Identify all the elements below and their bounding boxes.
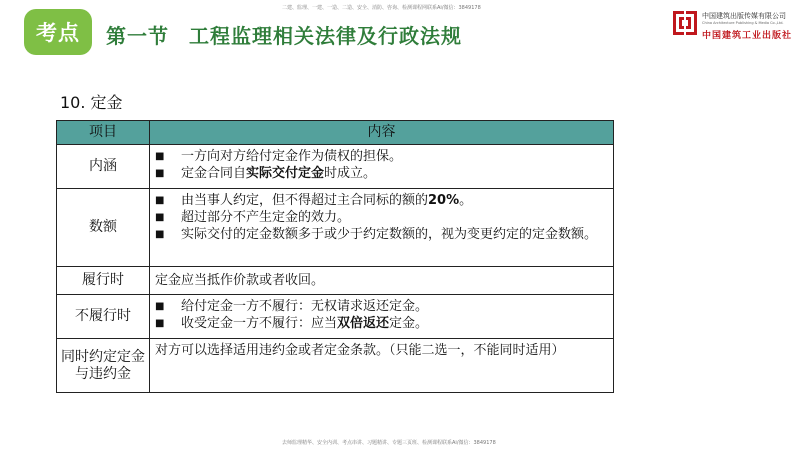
bullet-square-icon: ■ [155, 168, 165, 179]
bullet-item: ■ 给付定金一方不履行：无权请求返还定金。 [155, 299, 429, 314]
row-content [150, 145, 614, 189]
table-header-row [57, 121, 614, 145]
bullet-square-icon: ■ [155, 195, 165, 206]
section-title: 工程监理相关法律及行政法规 [189, 24, 462, 48]
table-row [57, 189, 614, 267]
bullet-item: ■ 由当事人约定，但不得超过主合同标的额的20%。 [155, 193, 473, 208]
row-content: 对方可以选择适用违约金或者定金条款。（只能二选一，不能同时适用） [150, 339, 614, 393]
table-row [57, 295, 614, 339]
bullet-item: ■ 收受定金一方不履行：应当双倍返还定金。 [155, 316, 429, 331]
logo-calligraphy: 中国建筑工业出版社 [702, 31, 793, 41]
topic-badge: 考点 [24, 9, 92, 55]
row-label: 同时约定定金与违约金 [57, 339, 150, 393]
row-label: 不履行时 [57, 295, 150, 339]
emphasis-text: 实际交付定金 [246, 166, 325, 181]
table-row [57, 145, 614, 189]
emphasis-text: 双倍返还 [337, 316, 390, 331]
watermark-top: 二建、监理、一建、一造、二造、安全、消防、咨询、检测课程网联系Ai/微信：3849178 [282, 5, 481, 11]
publisher-logo-icon [672, 10, 698, 36]
row-label: 履行时 [57, 267, 150, 295]
publisher-logo [672, 8, 792, 42]
row-content [150, 189, 614, 267]
deposit-table [56, 120, 614, 393]
bullet-square-icon: ■ [155, 212, 165, 223]
logo-name-en: China Architecture Publishing & Media Co.,Ltd. [702, 21, 784, 25]
table-row [57, 267, 614, 295]
logo-name-cn: 中国建筑出版传媒有限公司 [702, 12, 786, 20]
section-label: 第一节 [106, 24, 169, 48]
bullet-square-icon: ■ [155, 229, 165, 240]
bullet-square-icon: ■ [155, 151, 165, 162]
row-label: 数额 [57, 189, 150, 267]
row-content [150, 295, 614, 339]
bullet-square-icon: ■ [155, 318, 165, 329]
bullet-item: ■ 一方向对方给付定金作为债权的担保。 [155, 149, 403, 164]
bullet-square-icon: ■ [155, 301, 165, 312]
bullet-item: ■ 实际交付的定金数额多于或少于约定数额的，视为变更约定的定金数额。 [155, 227, 598, 242]
watermark-bottom: 去师监理精华、安全内训、考点串讲、习题精讲、专题三页班、检测课程联系Ai/微信：3849178 [282, 440, 496, 446]
row-label: 内涵 [57, 145, 150, 189]
header-content: 内容 [150, 121, 614, 145]
page-title [106, 20, 462, 49]
emphasis-text: 20% [428, 193, 460, 208]
header-item: 项目 [57, 121, 150, 145]
bullet-item: ■ 超过部分不产生定金的效力。 [155, 210, 351, 225]
content-heading: 10. 定金 [60, 93, 123, 112]
table-row [57, 339, 614, 393]
row-content: 定金应当抵作价款或者收回。 [150, 267, 614, 295]
bullet-item: ■ 定金合同自实际交付定金时成立。 [155, 166, 377, 181]
